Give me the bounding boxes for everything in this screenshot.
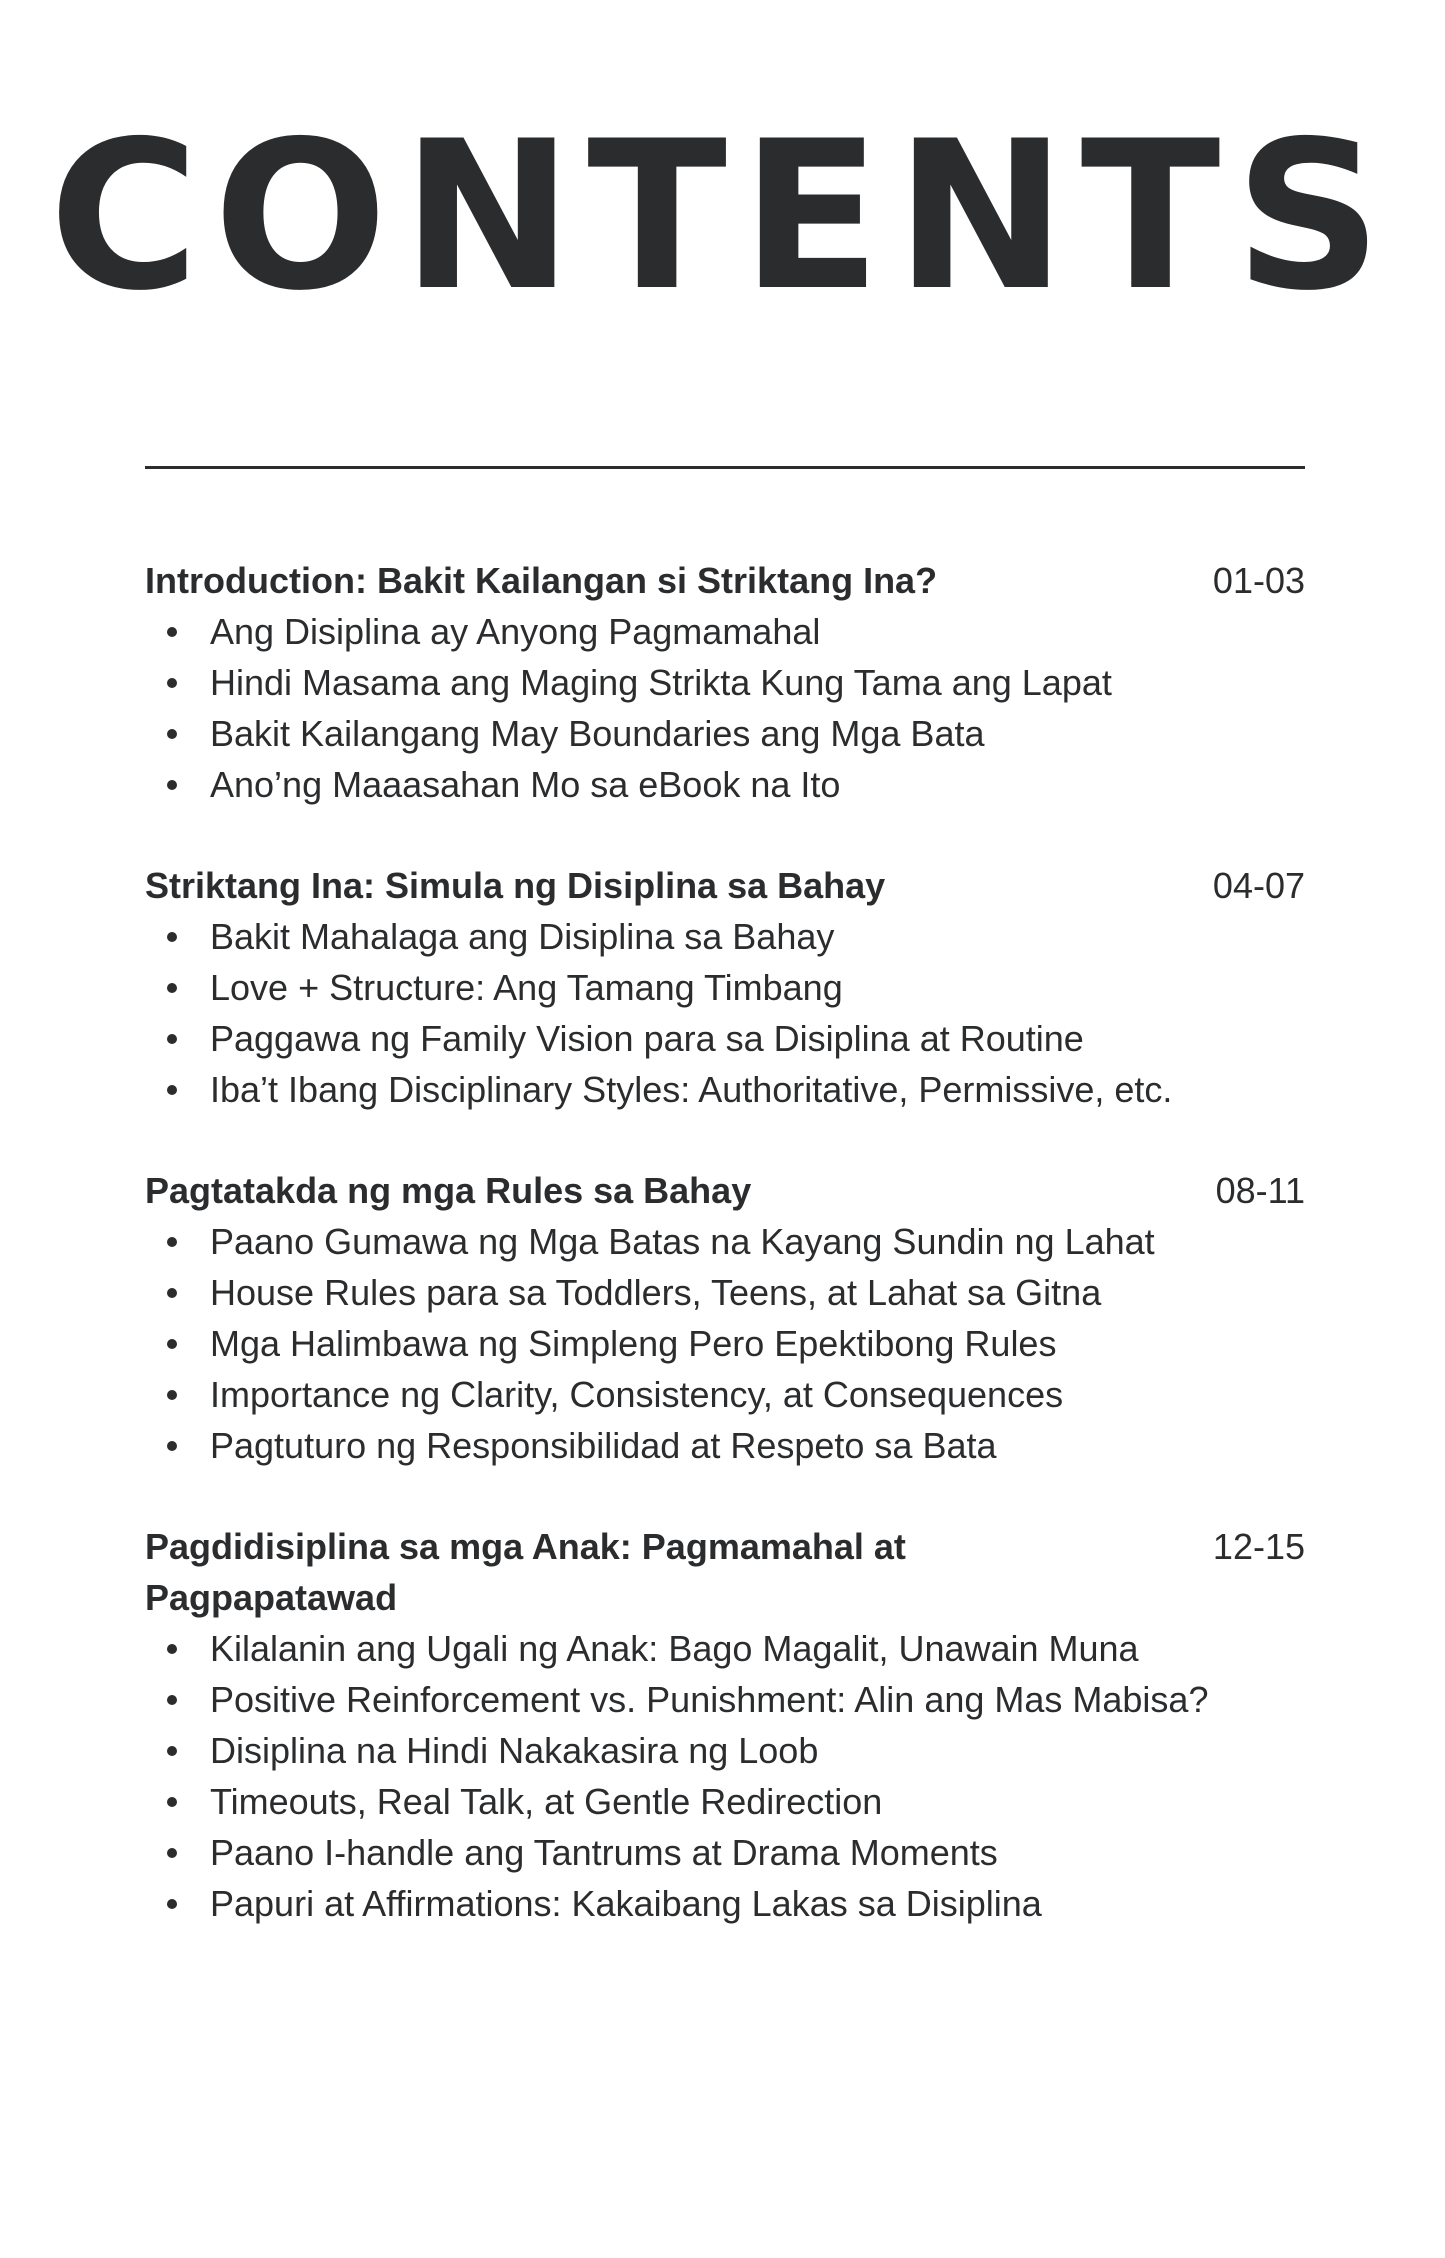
toc-section-simula <box>145 860 1305 1115</box>
list-item: Paggawa ng Family Vision para sa Disiplina at Routine <box>145 1013 1240 1064</box>
list-item: Hindi Masama ang Maging Strikta Kung Tama ang Lapat <box>145 657 1240 708</box>
page-title: CONTENTS <box>48 98 1397 336</box>
section-page-range: 08-11 <box>1215 1170 1305 1211</box>
list-item: Love + Structure: Ang Tamang Timbang <box>145 962 1240 1013</box>
section-page-range: 04-07 <box>1212 865 1305 906</box>
section-item-list <box>145 606 1305 810</box>
list-item: Positive Reinforcement vs. Punishment: Alin ang Mas Mabisa? <box>145 1674 1240 1725</box>
section-title: Striktang Ina: Simula ng Disiplina sa Bahay <box>145 865 886 906</box>
toc-section-rules <box>145 1165 1305 1471</box>
toc-section-introduction <box>145 555 1305 810</box>
section-title: Pagdidisiplina sa mga Anak: Pagmamahal at Pagpapatawad <box>145 1526 906 1618</box>
list-item: House Rules para sa Toddlers, Teens, at Lahat sa Gitna <box>145 1267 1240 1318</box>
list-item: Kilalanin ang Ugali ng Anak: Bago Magalit, Unawain Muna <box>145 1623 1240 1674</box>
list-item: Ano’ng Maaasahan Mo sa eBook na Ito <box>145 759 1240 810</box>
section-header <box>145 555 1305 606</box>
title-divider <box>145 466 1305 469</box>
section-page-range: 01-03 <box>1212 560 1305 601</box>
list-item: Disiplina na Hindi Nakakasira ng Loob <box>145 1725 1240 1776</box>
list-item: Iba’t Ibang Disciplinary Styles: Authoritative, Permissive, etc. <box>145 1064 1240 1115</box>
section-item-list <box>145 1623 1305 1929</box>
list-item: Paano I-handle ang Tantrums at Drama Moments <box>145 1827 1240 1878</box>
toc-section-pagdidisiplina <box>145 1521 1305 1929</box>
list-item: Timeouts, Real Talk, at Gentle Redirection <box>145 1776 1240 1827</box>
table-of-contents <box>145 555 1305 1979</box>
section-header <box>145 860 1305 911</box>
list-item: Pagtuturo ng Responsibilidad at Respeto sa Bata <box>145 1420 1240 1471</box>
section-item-list <box>145 911 1305 1115</box>
list-item: Mga Halimbawa ng Simpleng Pero Epektibong Rules <box>145 1318 1240 1369</box>
section-header <box>145 1165 1305 1216</box>
section-title: Introduction: Bakit Kailangan si Striktang Ina? <box>145 560 938 601</box>
section-item-list <box>145 1216 1305 1471</box>
section-page-range: 12-15 <box>1212 1526 1305 1567</box>
section-title: Pagtatakda ng mga Rules sa Bahay <box>145 1170 752 1211</box>
list-item: Papuri at Affirmations: Kakaibang Lakas sa Disiplina <box>145 1878 1240 1929</box>
list-item: Paano Gumawa ng Mga Batas na Kayang Sundin ng Lahat <box>145 1216 1240 1267</box>
section-header <box>145 1521 1305 1623</box>
list-item: Ang Disiplina ay Anyong Pagmamahal <box>145 606 1240 657</box>
list-item: Bakit Mahalaga ang Disiplina sa Bahay <box>145 911 1240 962</box>
list-item: Importance ng Clarity, Consistency, at Consequences <box>145 1369 1240 1420</box>
list-item: Bakit Kailangang May Boundaries ang Mga Bata <box>145 708 1240 759</box>
